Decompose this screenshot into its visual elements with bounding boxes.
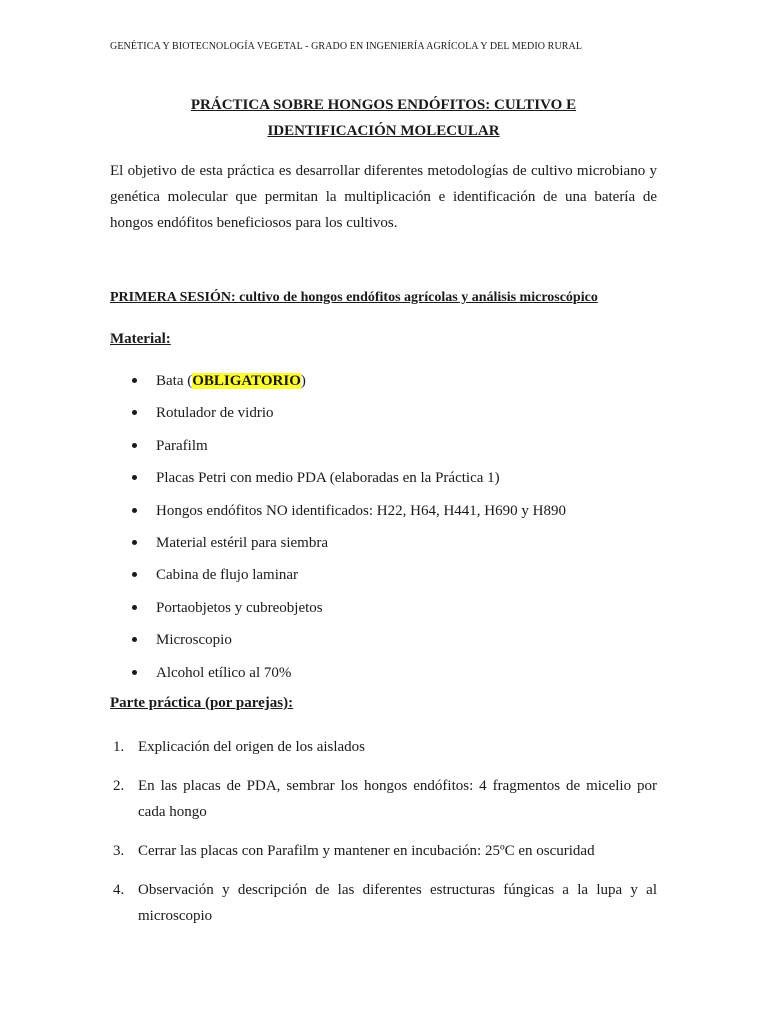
intro-paragraph: El objetivo de esta práctica es desarrollar diferentes metodologías de cultivo microbiano y genética molecular que permitan la multiplicación e identificación de una batería de hongos endófitos beneficiosos para los cultivos. [110,163,657,231]
bullet-icon [132,572,137,577]
bullet-icon [132,378,137,383]
step-text: Explicación del origen de los aislados [138,739,366,755]
item-text: Placas Petri con medio PDA (elaboradas en la Práctica 1) [156,470,500,487]
bullet-icon [132,605,137,610]
item-text: Microscopio [156,632,232,649]
item-text-suffix: ) [300,373,306,389]
step-item [110,734,657,773]
list-item [110,596,670,628]
session-heading: PRIMERA SESIÓN: cultivo de hongos endófitos agrícolas y análisis microscópico [110,290,598,305]
item-text-prefix: Bata ( [156,373,193,389]
step-number: 1. [113,739,125,755]
step-item [110,877,657,929]
title-line-1: PRÁCTICA SOBRE HONGOS ENDÓFITOS: CULTIVO E [190,97,577,113]
running-header: GENÉTICA Y BIOTECNOLOGÍA VEGETAL - GRADO EN INGENIERÍA AGRÍCOLA Y DEL MEDIO RURAL [110,41,583,52]
step-number: 4. [113,882,125,898]
bullet-icon [132,443,137,448]
list-item [110,499,670,531]
list-item [110,401,670,433]
step-number: 3. [113,843,125,859]
bullet-icon [132,410,137,415]
bullet-icon [132,670,137,675]
title-line-2: IDENTIFICACIÓN MOLECULAR [267,123,500,139]
item-text: Hongos endófitos NO identificados: H22, H64, H441, H690 y H890 [156,502,566,519]
bullet-icon [132,508,137,513]
step-text: Cerrar las placas con Parafilm y mantener en incubación: 25ºC en oscuridad [138,843,595,859]
list-item [110,563,670,595]
material-list [110,369,670,693]
item-text: Material estéril para siembra [156,534,329,551]
bullet-icon [132,475,137,480]
list-item [110,434,670,466]
step-item [110,773,657,838]
step-text: En las placas de PDA, sembrar los hongos endófitos: 4 fragmentos de micelio por cada hongo [138,778,657,820]
item-text: Parafilm [156,437,208,454]
item-text: Cabina de flujo laminar [156,567,299,584]
obligatorio-highlight: OBLIGATORIO [192,373,301,389]
bullet-icon [132,637,137,642]
document-title [110,92,657,144]
step-number: 2. [113,778,125,794]
material-heading: Material: [110,331,171,347]
item-text: Alcohol etílico al 70% [156,664,292,681]
list-item [110,628,670,660]
parte-practica-heading: Parte práctica (por parejas): [110,695,294,711]
list-item [110,466,670,498]
list-item [110,661,670,693]
step-text: Observación y descripción de las diferentes estructuras fúngicas a la lupa y al microscopio [138,882,657,924]
bullet-icon [132,540,137,545]
item-text: Rotulador de vidrio [156,405,274,422]
list-item [110,369,670,401]
steps-list [110,734,657,929]
item-text: Portaobjetos y cubreobjetos [156,599,323,616]
list-item [110,531,670,563]
step-item [110,838,657,877]
